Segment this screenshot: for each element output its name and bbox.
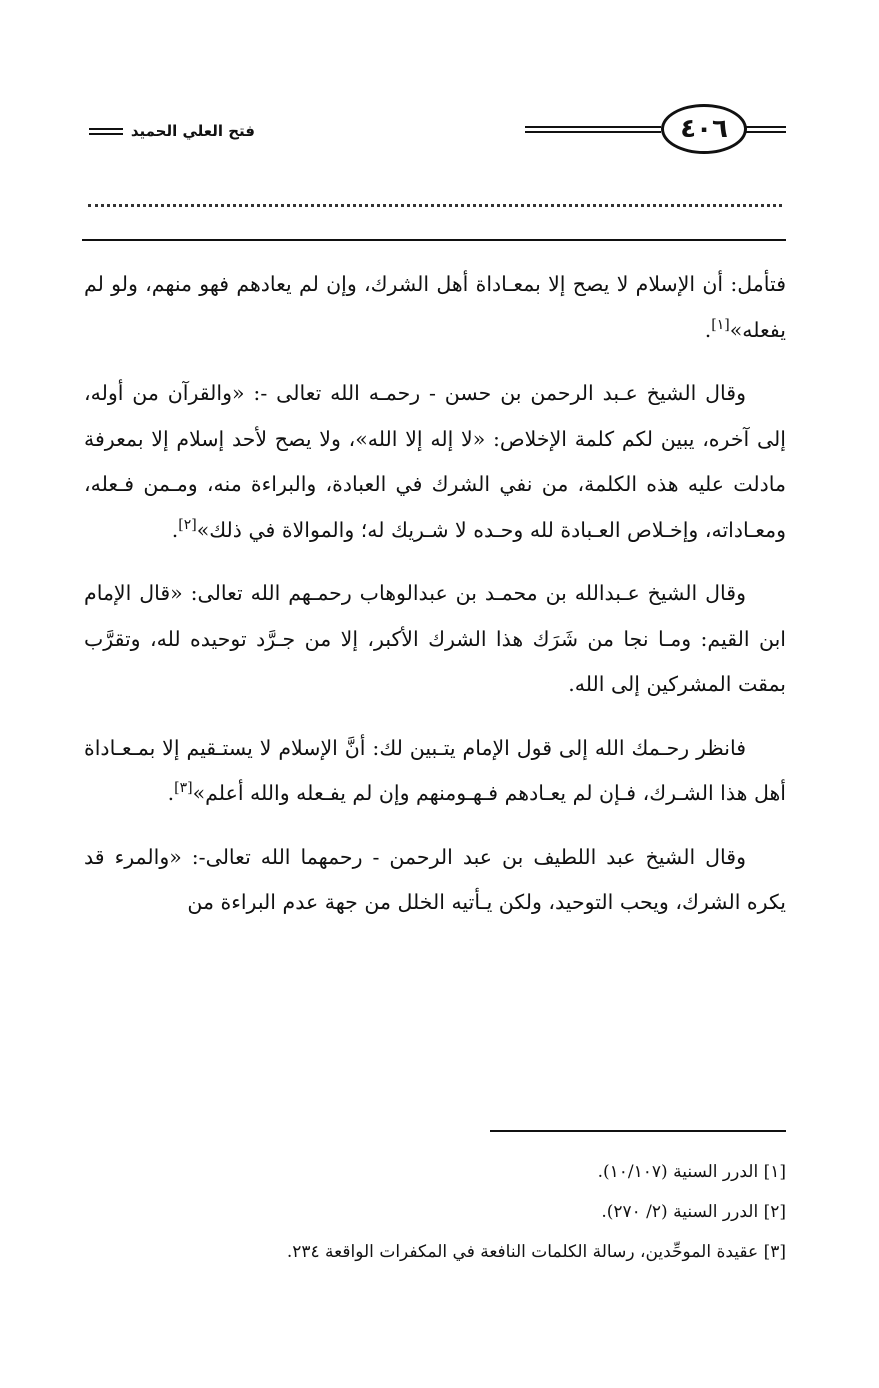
paragraph: فتأمل: أن الإسلام لا يصح إلا بمعـاداة أهل الشرك، وإن لم يعادهم فهو منهم، ولو لم يفعله»[١].: [84, 272, 786, 342]
footnote-separator: [490, 1130, 786, 1132]
header-rule: [525, 126, 661, 133]
footnotes: [84, 1152, 786, 1272]
paragraph: وقال الشيخ عبد اللطيف بن عبد الرحمن - رحمهما الله تعالى-: «والمرء قد يكره الشرك، ويحب التوحيد، ولكن يـأتيه الخلل من جهة عدم البراءة من: [84, 844, 786, 914]
running-header: [75, 117, 255, 145]
footnote: [١] الدرر السنية (١٠/١٠٧).: [597, 1162, 786, 1182]
paragraph: وقال الشيخ عـبد الرحمن بن حسن - رحمـه الله تعالى -: «والقرآن من أوله، إلى آخره، يبين لكم كلمة الإخلاص: «لا إله إلا الله»، ولا يصح لأحد إسلام إلا بمعرفة مادلت عليه هذه الكلمة، من نفي الشرك في العبادة، والبراءة منه، ومـمن فـعله، ومعـاداته، وإخـلاص العـبادة لله وحـده لا شـريك له؛ والموالاة في ذلك»[٢].: [84, 381, 786, 542]
book-title: فتح العلي الحميد: [130, 122, 255, 140]
main-text: [84, 262, 786, 944]
paragraph: فانظر رحـمك الله إلى قول الإمام يتـبين لك: أنَّ الإسلام لا يستـقيم إلا بمـعـاداة أهل هذا الشـرك، فـإن لم يعـادهم فـهـومنهم وإن لم يفـعله والله أعلم»[٣].: [84, 735, 786, 805]
page-number: ٤٠٦: [680, 114, 728, 144]
footnote: [٣] عقيدة الموحِّدين، رسالة الكلمات النافعة في المكفرات الواقعة ٢٣٤.: [286, 1242, 786, 1262]
footnote: [٢] الدرر السنية (٢/ ٢٧٠).: [601, 1202, 786, 1222]
page-number-badge: [661, 104, 747, 154]
footnote-marker: [٢]: [178, 516, 197, 533]
paragraph: وقال الشيخ عـبدالله بن محمـد بن عبدالوهاب رحمـهم الله تعالى: «قال الإمام ابن القيم: ومـا نجا من شَرَك هذا الشرك الأكبر، إلا من جـرَّد توحيده لله، وتقرَّب بمقت المشركين إلى الله.: [84, 581, 786, 696]
footnote-marker: [١]: [711, 316, 730, 333]
footnote-marker: [٣]: [174, 780, 193, 797]
dotted-divider: [88, 196, 782, 207]
top-rule: [82, 239, 786, 241]
header-rule-tail: [746, 126, 786, 133]
header-ornament-line: [89, 128, 123, 135]
